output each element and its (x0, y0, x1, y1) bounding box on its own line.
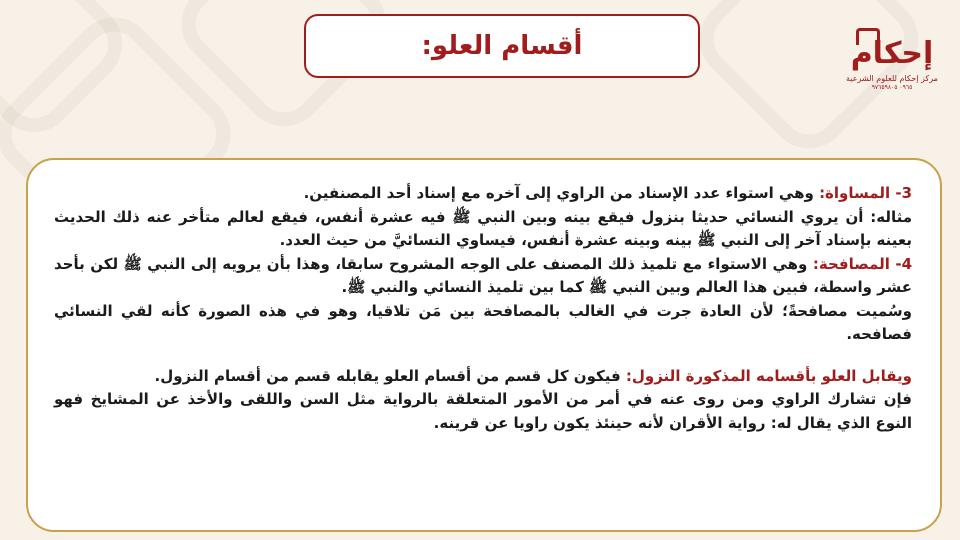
logo-subtitle: مركز إحكام للعلوم الشرعية (846, 74, 938, 83)
paragraph-handshake (54, 253, 912, 300)
logo-phone: ٠٩٦٥ ٩٧٦٥٩٨٠٥ (871, 84, 913, 91)
handshake-text: وهي الاستواء مع تلميذ ذلك المصنف على الوجه المشروح سابقا، وهذا بأن يرويه إلى النبي ﷺ لكن بأحد عشر واسطة، فبين هذا العالم وبين النبي ﷺ كما بين تلميذ النسائي والنبي ﷺ. (54, 254, 912, 296)
equality-text: وهي استواء عدد الإسناد من الراوي إلى آخره مع إسناد أحد المصنفين. (303, 184, 820, 202)
paragraph-naming: وسُميت مصافحةً؛ لأن العادة جرت في الغالب بالمصافحة بين مَن تلاقيا، وهو في هذه الصورة كأنه لقي النسائي فصافحه. (54, 301, 912, 343)
title-box (304, 14, 700, 78)
content-box (26, 158, 942, 532)
equality-label: 3- المساواة: (819, 184, 912, 202)
descent-label: ويقابل العلو بأقسامه المذكورة النزول: (625, 366, 912, 385)
handshake-label: 4- المصافحة: (812, 254, 912, 273)
descent-text: فيكون كل قسم من أقسام العلو يقابله قسم من أقسام النزول. (154, 366, 626, 385)
spacer (54, 347, 912, 365)
paragraph-descent (54, 365, 912, 389)
paragraph-example: مثاله: أن يروي النسائي حديثا بنزول فيقع بينه وبين النبي ﷺ فيه عشرة أنفس، فيقع لعالم متأخر عنه ذلك الحديث بعينه بإسناد آخر إلى النبي ﷺ بينه وبينه عشرة أنفس، فيساوي النسائيَّ من حيث العدد. (54, 207, 912, 249)
paragraph-peers: فإن تشارك الراوي ومن روى عنه في أمر من الأمور المتعلقة بالرواية مثل السن واللقى والأخذ عن المشايخ فهو النوع الذي يقال له: رواية الأقران لأنه حينئذ يكون راويا عن قرينه. (54, 390, 912, 432)
slide-title: أقسام العلو: (421, 31, 583, 61)
logo-name: إحكام (850, 36, 934, 71)
logo (846, 28, 938, 92)
paragraph-equality (54, 182, 912, 206)
